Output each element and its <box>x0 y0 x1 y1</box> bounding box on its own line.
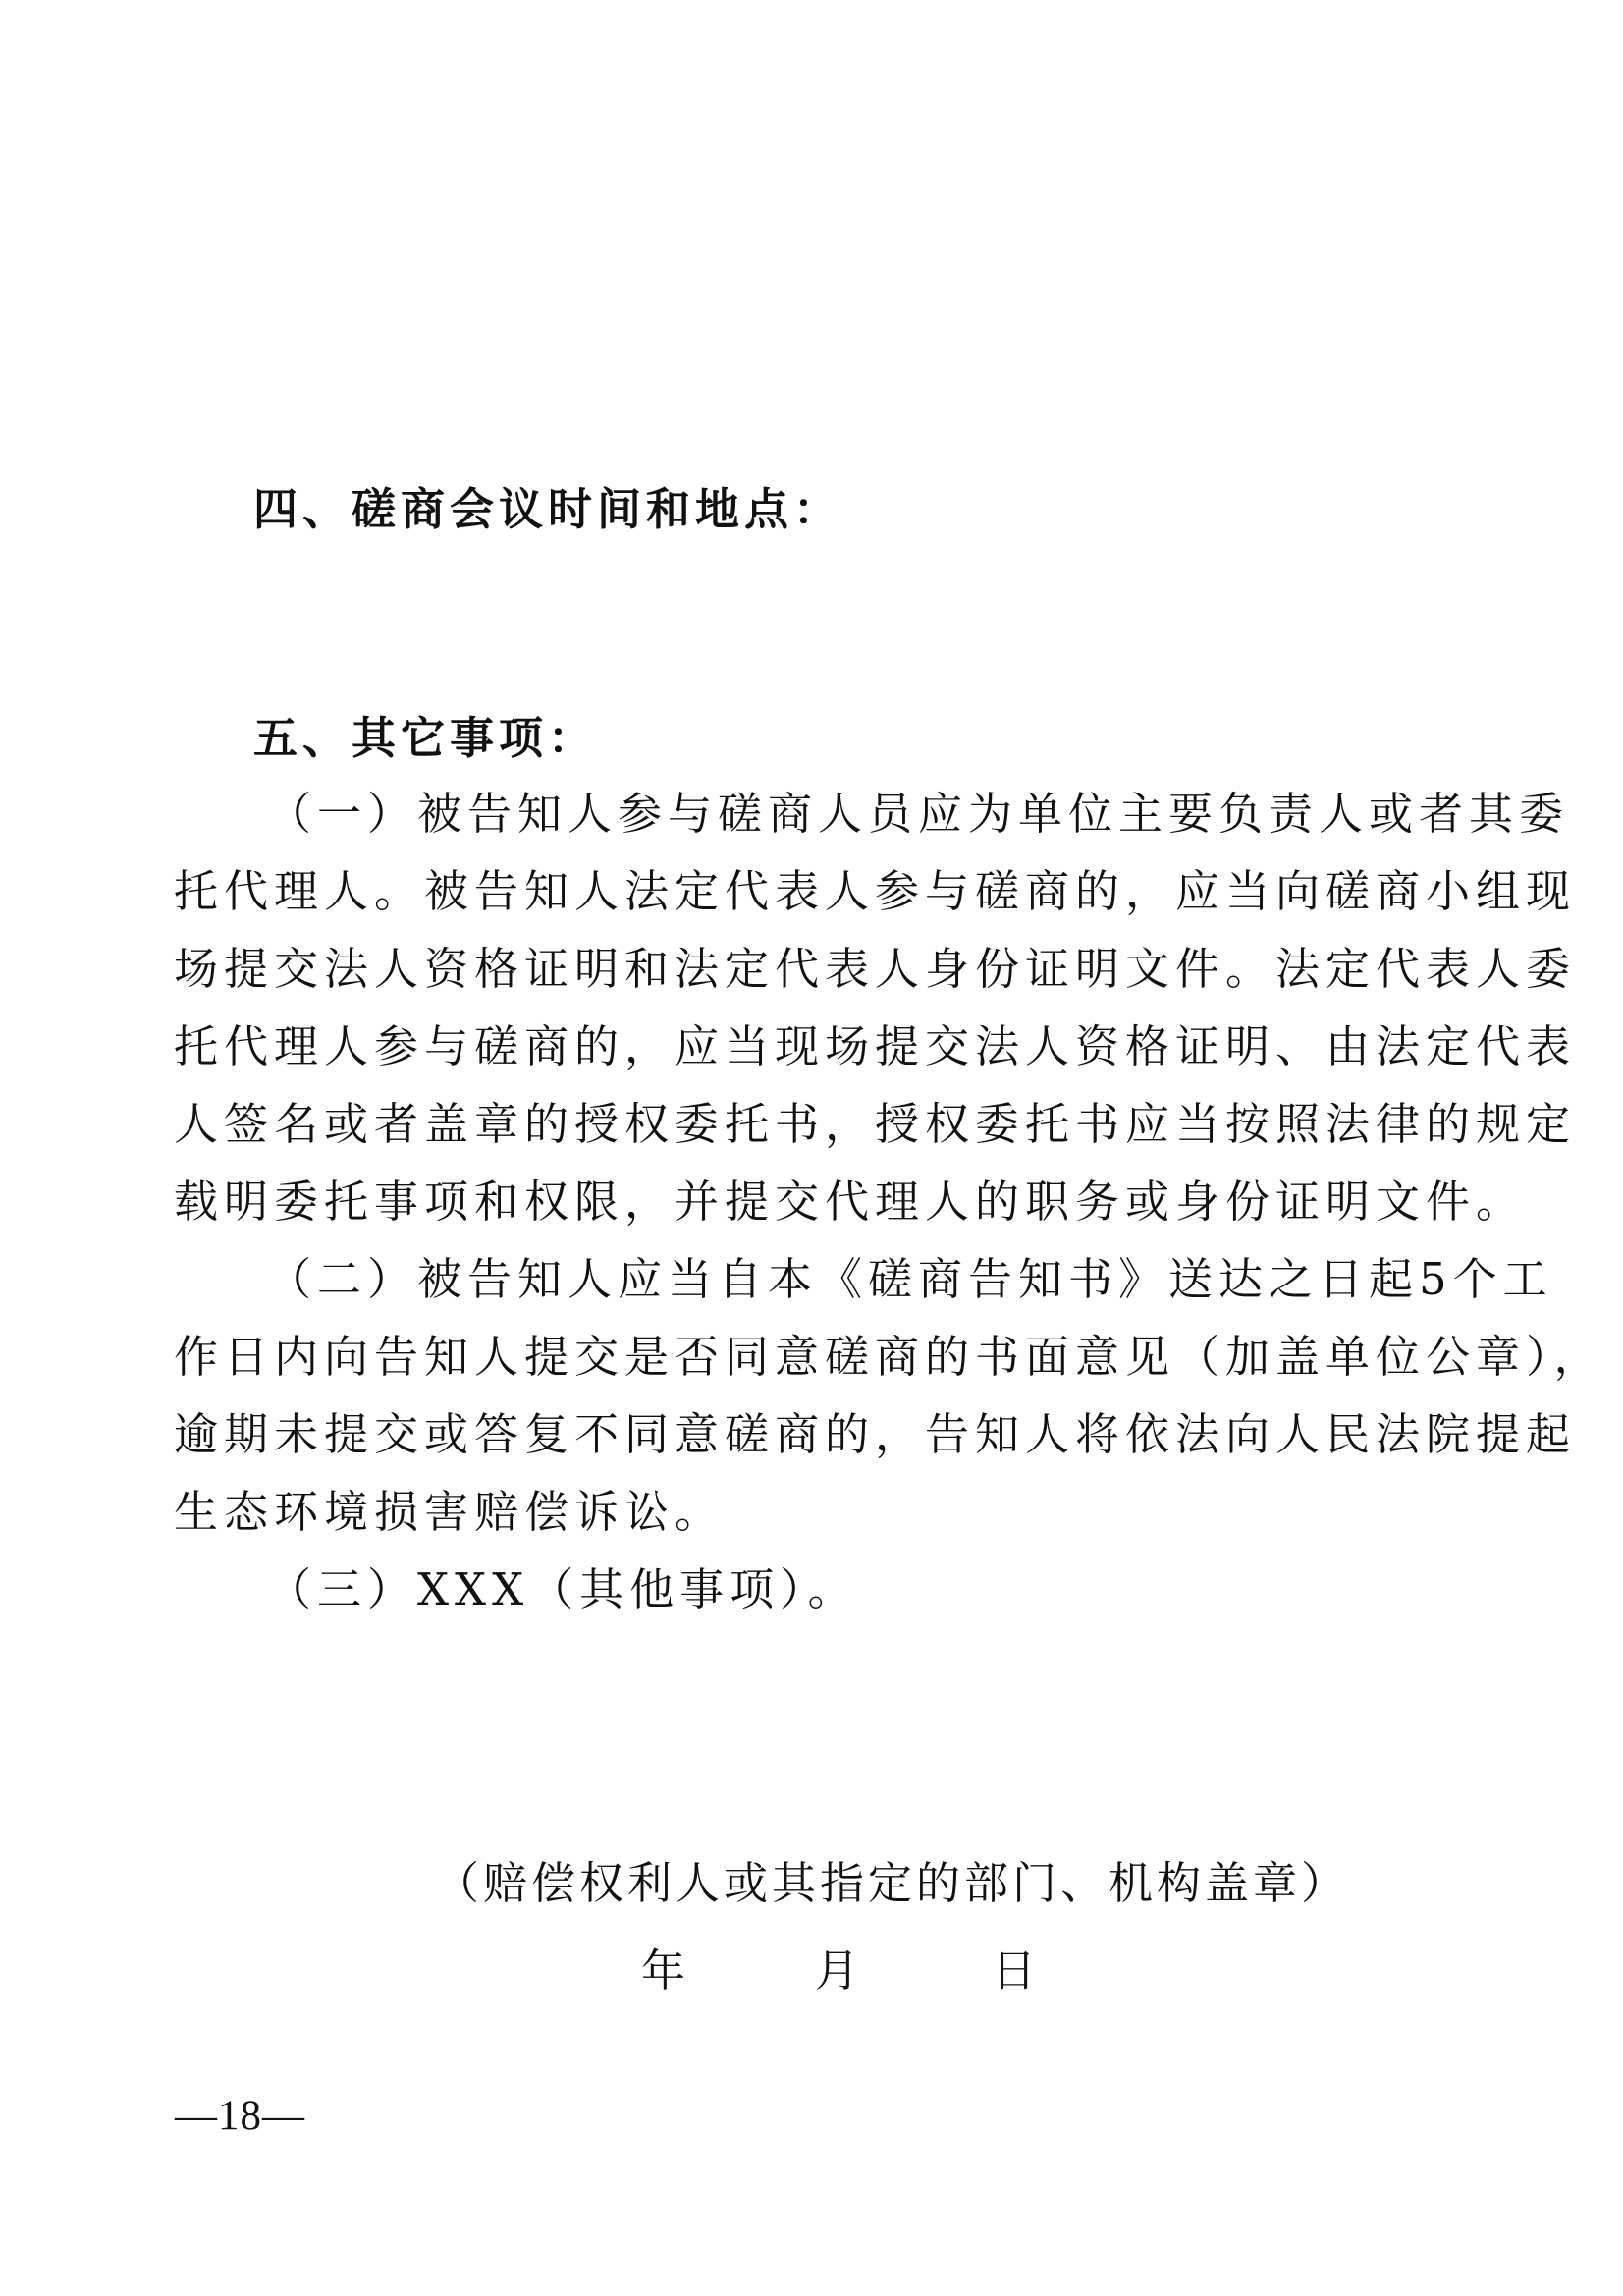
body-line: 载明委托事项和权限，并提交代理人的职务或身份证明文件。 <box>174 1175 1527 1228</box>
seal-note: （赔偿权利人或其指定的部门、机构盖章） <box>435 1857 1350 1909</box>
body-line: （三）XXX（其他事项）。 <box>267 1563 858 1615</box>
date-line <box>0 1935 1623 1994</box>
body-line: 逾期未提交或答复不同意磋商的，告知人将依法向人民法院提起 <box>174 1408 1577 1460</box>
section-5-body <box>174 775 1604 1628</box>
body-line: 生态环境损害赔偿诉讼。 <box>174 1486 726 1538</box>
date-month-label: 月 <box>815 1944 860 1996</box>
body-line: （一）被告知人参与磋商人员应为单位主要负责人或者其委 <box>267 788 1570 840</box>
body-line: （二）被告知人应当自本《磋商告知书》送达之日起5个工 <box>267 1253 1553 1305</box>
body-line: 人签名或者盖章的授权委托书，授权委托书应当按照法律的规定 <box>174 1098 1577 1150</box>
body-line: 托代理人。被告知人法定代表人参与磋商的，应当向磋商小组现 <box>174 865 1577 917</box>
date-day-label: 日 <box>992 1944 1037 1996</box>
section-5-heading: 五、其它事项： <box>253 712 598 764</box>
body-line: 场提交法人资格证明和法定代表人身份证明文件。法定代表人委 <box>174 943 1577 995</box>
section-4-heading: 四、磋商会议时间和地点： <box>253 483 843 535</box>
date-year-label: 年 <box>641 1944 686 1996</box>
body-line: 托代理人参与磋商的，应当现场提交法人资格证明、由法定代表 <box>174 1020 1577 1072</box>
page-number: —18— <box>175 2093 305 2139</box>
body-line: 作日内向告知人提交是否同意磋商的书面意见（加盖单位公章）， <box>174 1331 1604 1383</box>
